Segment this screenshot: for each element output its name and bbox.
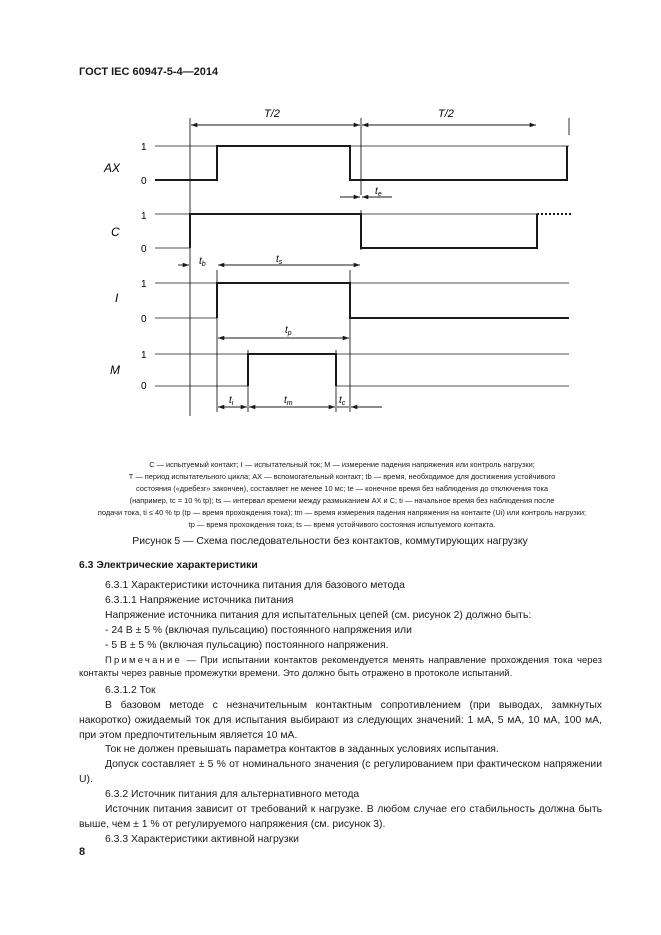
subsection-6-3-1: 6.3.1 Характеристики источника питания для базового метода	[105, 579, 405, 591]
note-label: Примечание	[105, 655, 182, 667]
legend-line: Т — период испытательного цикла; АХ — вспомогательный контакт; tb — время, необходимое для достижения устойчивого	[128, 472, 556, 481]
ax-level-1: 1	[141, 142, 147, 153]
paragraph-alternative: Источник питания зависит от требований к нагрузке. В любом случае его стабильность должна быть выше, чем ± 1 % от регулируемого напряжения (см. рисунок 3).	[79, 804, 602, 830]
waveform-i	[217, 283, 569, 318]
ts-label: $t_s$	[276, 254, 283, 266]
figure-legend	[88, 459, 596, 531]
timing-diagram	[0, 0, 661, 460]
signal-name-ax: AX	[104, 161, 121, 175]
i-level-1: 1	[141, 279, 147, 290]
paragraph-voltage: Напряжение источника питания для испытательных цепей (см. рисунок 2) должно быть:	[105, 609, 532, 621]
note	[79, 655, 602, 680]
section-title: 6.3 Электрические характеристики	[79, 560, 258, 571]
signal-name-c: C	[111, 225, 120, 239]
waveform-m	[248, 354, 336, 386]
ax-level-0: 0	[141, 176, 147, 187]
waveform-c	[190, 214, 537, 248]
c-level-1: 1	[141, 211, 147, 222]
figure-caption: Рисунок 5 — Схема последовательности без контактов, коммутирующих нагрузку	[132, 536, 528, 547]
legend-line: состояния («дребезг» закончен), составляет не менее 10 мс; te — конечное время без наблюдения до отключения тока	[135, 484, 549, 493]
signal-name-i: I	[115, 291, 119, 305]
subsection-6-3-3: 6.3.3 Характеристики активной нагрузки	[105, 833, 299, 845]
period-label-1: T/2	[264, 108, 280, 120]
paragraph-current: В базовом методе с незначительным контактным сопротивлением (при выводах, замкнутых накоротко) ожидаемый ток для испытания выбирают из следующих значений: 1 мА, 5 мА, 10 мА, 100 мА, при этом предпочтительным является 10 мА.	[79, 699, 602, 741]
document-header: ГОСТ IEC 60947-5-4—2014	[79, 66, 219, 78]
tm-label: $t_m$	[284, 395, 293, 407]
m-level-1: 1	[141, 350, 147, 361]
legend-line: (например, tc = 10 % tp); ts — интервал времени между размыканием AX и C; ti — начальное время без наблюдения после	[129, 496, 555, 505]
tb-label: $t_b$	[199, 256, 206, 268]
list-item-5v: - 5 В ± 5 % (включая пульсацию) постоянного напряжения.	[105, 639, 389, 651]
list-item-24v: - 24 В ± 5 % (включая пульсацию) постоянного напряжения или	[105, 624, 412, 636]
subsection-6-3-1-1: 6.3.1.1 Напряжение источника питания	[105, 594, 294, 606]
legend-line: tp — время прохождения тока; ts — время устойчивого состояния испытуемого контакта.	[188, 520, 496, 529]
i-level-0: 0	[141, 314, 147, 325]
legend-line: С — испытуемый контакт; I — испытательный ток; М — измерение падения напряжения или контроль нагрузки;	[149, 460, 535, 469]
ti-label: $t_i$	[229, 395, 234, 407]
c-level-0: 0	[141, 244, 147, 255]
reference-lines	[190, 118, 569, 416]
body-text	[79, 559, 602, 848]
legend-line: подачи тока, ti ≤ 40 % tp (tp — время прохождения тока); tm — время измерения падения напряжения на контакте (Ui) или контроль нагрузки;	[97, 508, 587, 517]
tc-label: $t_c$	[339, 395, 346, 407]
subsection-6-3-2: 6.3.2 Источник питания для альтернативного метода	[105, 789, 360, 801]
tp-label: $t_p$	[285, 325, 292, 337]
note-text: — При испытании контактов рекомендуется менять направление прохождения тока через контакты через равные промежутки времени. Это должно быть отражено в протоколе испытаний.	[79, 655, 602, 680]
page-number: 8	[79, 846, 86, 858]
paragraph-current-limit: Ток не должен превышать параметра контактов в заданных условиях испытания.	[105, 744, 499, 756]
period-label-2: T/2	[438, 108, 454, 120]
te-label: $t_e$	[375, 186, 382, 198]
paragraph-tolerance: Допуск составляет ± 5 % от номинального значения (с регулированием при фактическом напряжении U).	[79, 759, 602, 786]
subsection-6-3-1-2: 6.3.1.2 Ток	[105, 684, 156, 696]
signal-name-m: M	[110, 363, 120, 377]
m-level-0: 0	[141, 381, 147, 392]
